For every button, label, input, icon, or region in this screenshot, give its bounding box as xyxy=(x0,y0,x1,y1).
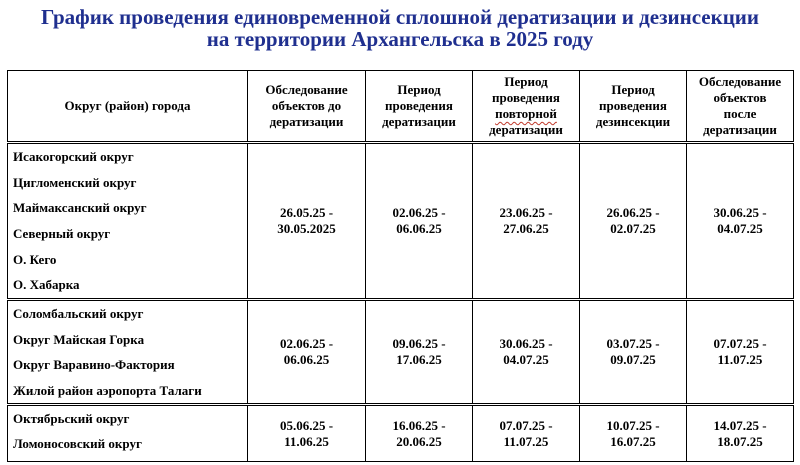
date-line: 11.07.25 xyxy=(717,352,763,368)
date-line: 16.06.25 - xyxy=(392,417,446,433)
header-repeat-deratization-period xyxy=(473,71,580,143)
schedule-table xyxy=(7,70,794,462)
header-line: Обследование xyxy=(265,82,348,97)
date-line: 02.07.25 xyxy=(610,221,656,237)
header-line: объектов xyxy=(713,90,767,105)
header-line: дезинсекции xyxy=(595,114,671,129)
date-line: 14.07.25 - xyxy=(713,417,767,433)
district-name: Исакогорский округ xyxy=(13,149,134,164)
date-line: 26.05.25 - xyxy=(279,205,334,221)
date-line: 05.06.25 - xyxy=(279,417,334,433)
date-cell xyxy=(248,405,366,462)
header-deratization-period xyxy=(366,71,473,143)
date-line: 06.06.25 xyxy=(396,221,442,237)
date-line: 02.06.25 - xyxy=(279,336,334,352)
date-line: 30.06.25 - xyxy=(499,336,553,352)
district-list xyxy=(8,300,248,405)
date-line: 16.07.25 xyxy=(610,433,656,449)
date-line: 04.07.25 xyxy=(717,221,763,237)
date-cell xyxy=(687,300,794,405)
district-name: Жилой район аэропорта Талаги xyxy=(13,382,202,398)
header-line: повторной xyxy=(495,106,557,121)
table-row xyxy=(8,405,794,462)
date-line: 09.06.25 - xyxy=(392,336,446,352)
header-line: дератизации xyxy=(382,114,456,129)
header-line: Период xyxy=(397,82,441,97)
header-line: Период xyxy=(611,82,655,97)
date-cell xyxy=(580,143,687,300)
district-list xyxy=(8,143,248,300)
header-disinsection-period xyxy=(580,71,687,143)
date-line: 20.06.25 xyxy=(396,433,442,449)
header-row xyxy=(8,71,794,143)
header-district-label: Округ (район) города xyxy=(64,98,191,113)
document-title xyxy=(0,6,800,50)
district-name: Маймаксанский округ xyxy=(13,200,147,216)
district-name: Округ Майская Горка xyxy=(13,331,145,347)
title-line-2: на территории Архангельска в 2025 году xyxy=(206,27,594,51)
header-line: объектов до xyxy=(271,98,342,113)
date-cell xyxy=(580,300,687,405)
date-cell xyxy=(687,143,794,300)
date-line: 26.06.25 - xyxy=(606,205,660,221)
date-cell xyxy=(580,405,687,462)
district-name: Соломбальский округ xyxy=(13,306,144,322)
district-name: Октябрьский округ xyxy=(13,411,130,427)
date-cell xyxy=(473,405,580,462)
header-line: Период xyxy=(504,74,548,89)
date-cell xyxy=(248,143,366,300)
date-line: 30.05.2025 xyxy=(277,221,336,237)
header-line: проведения xyxy=(599,98,667,113)
date-cell xyxy=(473,300,580,405)
table-row xyxy=(8,143,794,300)
header-district xyxy=(8,71,248,143)
date-line: 18.07.25 xyxy=(717,433,763,449)
header-survey-before xyxy=(248,71,366,143)
district-name: Цигломенский округ xyxy=(13,174,137,190)
title-line-1: График проведения единовременной сплошной дератизации и дезинсекции xyxy=(40,5,760,29)
table-row xyxy=(8,300,794,405)
district-name: О. Хабарка xyxy=(13,277,80,293)
district-name: Северный округ xyxy=(13,226,111,242)
date-cell xyxy=(366,300,473,405)
date-line: 11.06.25 xyxy=(284,433,329,449)
date-cell xyxy=(366,143,473,300)
date-line: 17.06.25 xyxy=(396,352,442,368)
header-line: дератизации xyxy=(269,114,344,129)
date-line: 07.07.25 - xyxy=(713,336,767,352)
date-line: 02.06.25 - xyxy=(392,205,446,221)
date-line: 10.07.25 - xyxy=(606,417,660,433)
header-line: дератизации xyxy=(489,122,563,137)
district-name: О. Кего xyxy=(13,251,57,267)
date-line: 07.07.25 - xyxy=(499,417,553,433)
date-line: 03.07.25 - xyxy=(606,336,660,352)
date-cell xyxy=(248,300,366,405)
header-line: дератизации xyxy=(703,122,777,137)
header-line: Обследование xyxy=(698,74,782,89)
date-line: 11.07.25 xyxy=(503,433,549,449)
date-cell xyxy=(366,405,473,462)
district-name: Ломоносовский округ xyxy=(13,436,142,452)
date-line: 04.07.25 xyxy=(503,352,549,368)
date-cell xyxy=(473,143,580,300)
date-line: 09.07.25 xyxy=(610,352,656,368)
date-line: 30.06.25 - xyxy=(713,205,767,221)
date-line: 27.06.25 xyxy=(503,221,549,237)
date-line: 23.06.25 - xyxy=(499,205,553,221)
header-line: проведения xyxy=(385,98,453,113)
date-line: 06.06.25 xyxy=(283,352,330,368)
district-name: Округ Варавино-Фактория xyxy=(13,357,175,373)
date-cell xyxy=(687,405,794,462)
header-line: проведения xyxy=(492,90,560,105)
header-line: после xyxy=(723,106,757,121)
header-survey-after xyxy=(687,71,794,143)
district-list xyxy=(8,405,248,462)
